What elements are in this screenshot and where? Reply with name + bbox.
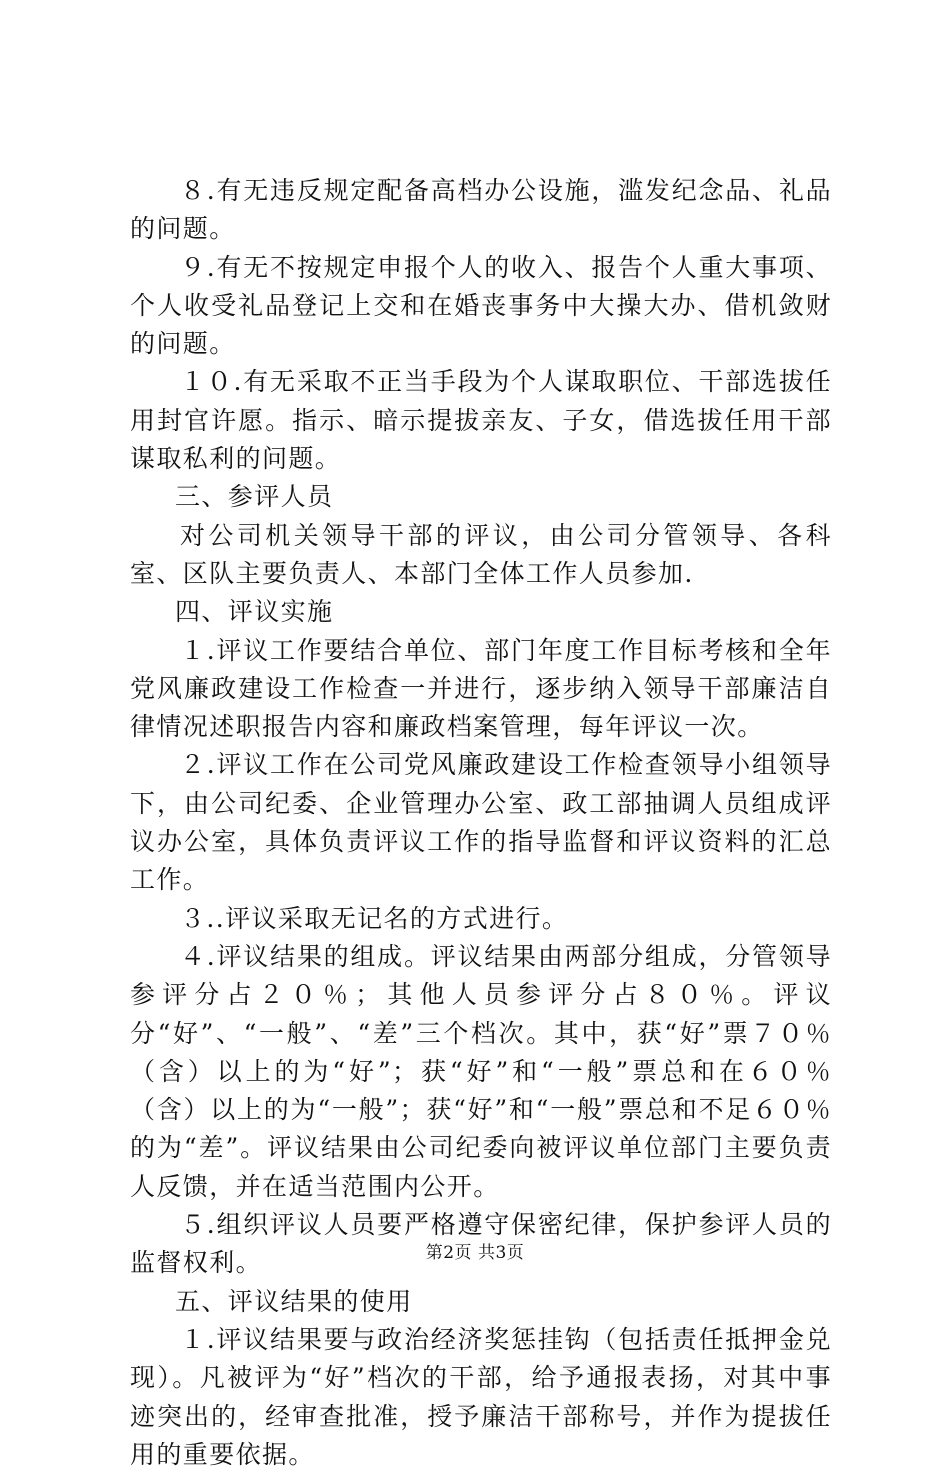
- paragraph-implementation-1: １.评议工作要结合单位、部门年度工作目标考核和全年党风廉政建设工作检查一并进行，逐步纳入领导干部廉洁自律情况述职报告内容和廉政档案管理，每年评议一次。: [130, 635, 832, 742]
- paragraph-implementation-2: ２.评议工作在公司党风廉政建设工作检查领导小组领导下，由公司纪委、企业管理办公室、政工部抽调人员组成评议办公室，具体负责评议工作的指导监督和评议资料的汇总工作。: [130, 750, 832, 895]
- section-heading-implementation: 四、评议实施: [175, 597, 334, 627]
- paragraph-implementation-4: ４.评议结果的组成。评议结果由两部分组成，分管领导参评分占２０％；其他人员参评分占８０％。评议分“好”、“一般”、“差”三个档次。其中，获“好”票７０％（含）以上的为“好”；获“好”和“一般”票总和在６０％（含）以上的为“一般”；获“好”和“一般”票总和不足６０％的为“差”。评议结果由公司纪委向被评议单位部门主要负责人反馈，并在适当范围内公开。: [130, 941, 832, 1201]
- page-number-footer: 第2页 共3页: [425, 1243, 525, 1263]
- section-heading-use-of-results: 五、评议结果的使用: [175, 1286, 413, 1316]
- section-heading-participants: 三、参评人员: [175, 482, 334, 512]
- paragraph-participants: 对公司机关领导干部的评议，由公司分管领导、各科室、区队主要负责人、本部门全体工作人员参加.: [130, 520, 832, 588]
- document-body: [130, 172, 832, 1474]
- paragraph-item-9: ９.有无不按规定申报个人的收入、报告个人重大事项、个人收受礼品登记上交和在婚丧事务中大操大办、借机敛财的问题。: [130, 252, 832, 359]
- paragraph-implementation-3: ３..评议采取无记名的方式进行。: [180, 903, 569, 933]
- paragraph-item-8: ８.有无违反规定配备高档办公设施，滥发纪念品、礼品的问题。: [130, 176, 832, 244]
- paragraph-item-10: １０.有无采取不正当手段为个人谋取职位、干部选拔任用封官许愿。指示、暗示提拔亲友、子女，借选拔任用干部谋取私利的问题。: [130, 367, 832, 474]
- paragraph-implementation-5: ５.组织评议人员要严格遵守保密纪律，保护参评人员的监督权利。: [130, 1210, 832, 1278]
- paragraph-use-of-results-1: １.评议结果要与政治经济奖惩挂钩（包括责任抵押金兑现）。凡被评为“好”档次的干部，给予通报表扬，对其中事迹突出的，经审查批准，授予廉洁干部称号，并作为提拔任用的重要依据。: [130, 1324, 832, 1469]
